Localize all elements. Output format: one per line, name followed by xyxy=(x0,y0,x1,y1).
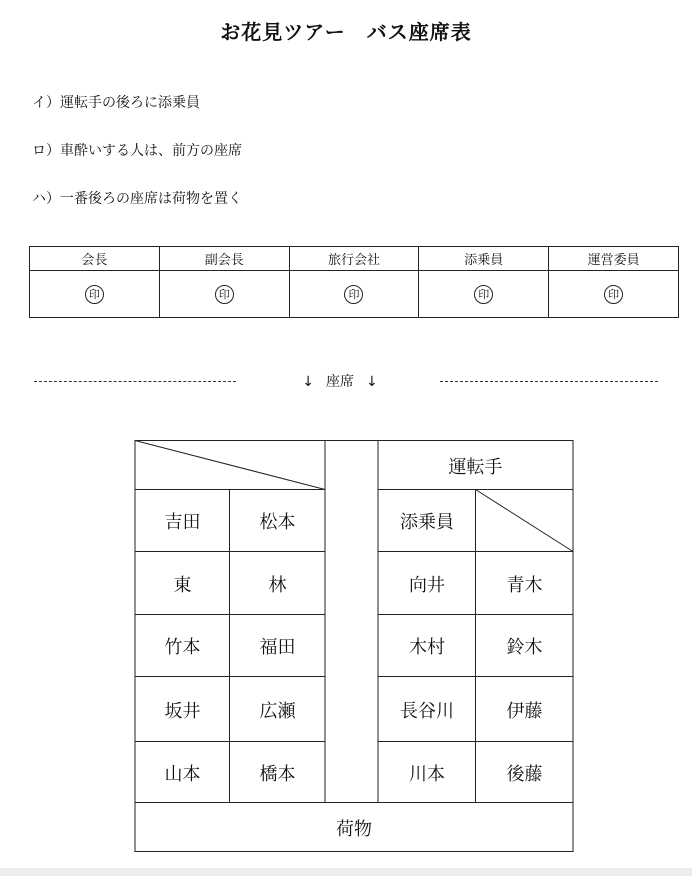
seal-stamp: 印 xyxy=(344,285,363,304)
seat-r4-b[interactable]: 伊藤 xyxy=(506,700,543,722)
seat-r2-a[interactable]: 向井 xyxy=(409,574,445,596)
seat-l1-a[interactable]: 吉田 xyxy=(164,512,201,533)
page-title: お花見ツアー バス座席表 xyxy=(220,20,472,44)
down-arrow-icon: ↓ xyxy=(366,374,378,390)
note-1: イ）運転手の後ろに添乗員 xyxy=(32,95,200,111)
separator-label: 座席 xyxy=(326,374,354,390)
role-chairman: 会長 xyxy=(30,247,160,271)
seat-l1-b[interactable]: 松本 xyxy=(259,512,296,533)
seal-stamp: 印 xyxy=(85,285,104,304)
seat-l4-b[interactable]: 広瀬 xyxy=(259,700,296,722)
bottom-margin-bar xyxy=(0,868,692,876)
driver-seat: 運転手 xyxy=(448,456,503,478)
seat-r3-a[interactable]: 木村 xyxy=(409,637,445,658)
note-3: ハ）一番後ろの座席は荷物を置く xyxy=(32,191,242,207)
seat-l4-a[interactable]: 坂井 xyxy=(164,700,201,722)
seat-l2-a[interactable]: 東 xyxy=(173,574,192,596)
seal-stamp: 印 xyxy=(604,285,623,304)
seat-r5-b[interactable]: 後藤 xyxy=(506,763,543,785)
role-vice-chairman: 副会長 xyxy=(159,247,289,271)
seat-r5-a[interactable]: 川本 xyxy=(409,763,445,785)
role-travel-agency: 旅行会社 xyxy=(289,247,419,271)
role-tour-conductor: 添乗員 xyxy=(419,247,549,271)
seat-l3-a[interactable]: 竹本 xyxy=(164,637,201,658)
empty-seat-slash xyxy=(135,441,325,490)
seat-r1-a[interactable]: 添乗員 xyxy=(400,512,454,533)
seat-l5-b[interactable]: 橋本 xyxy=(259,763,296,785)
note-2: ロ）車酔いする人は、前方の座席 xyxy=(32,143,242,159)
luggage-area: 荷物 xyxy=(336,818,372,840)
seat-r3-b[interactable]: 鈴木 xyxy=(506,637,543,658)
seal-stamp: 印 xyxy=(474,285,493,304)
seal-stamp: 印 xyxy=(215,285,234,304)
empty-seat-slash xyxy=(476,490,574,552)
seat-r4-a[interactable]: 長谷川 xyxy=(400,700,454,722)
seat-l3-b[interactable]: 福田 xyxy=(259,637,296,658)
role-committee: 運営委員 xyxy=(549,247,679,271)
seat-l2-b[interactable]: 林 xyxy=(268,574,287,596)
down-arrow-icon: ↓ xyxy=(302,374,314,390)
seat-l5-a[interactable]: 山本 xyxy=(164,763,201,785)
seat-r2-b[interactable]: 青木 xyxy=(506,574,543,596)
